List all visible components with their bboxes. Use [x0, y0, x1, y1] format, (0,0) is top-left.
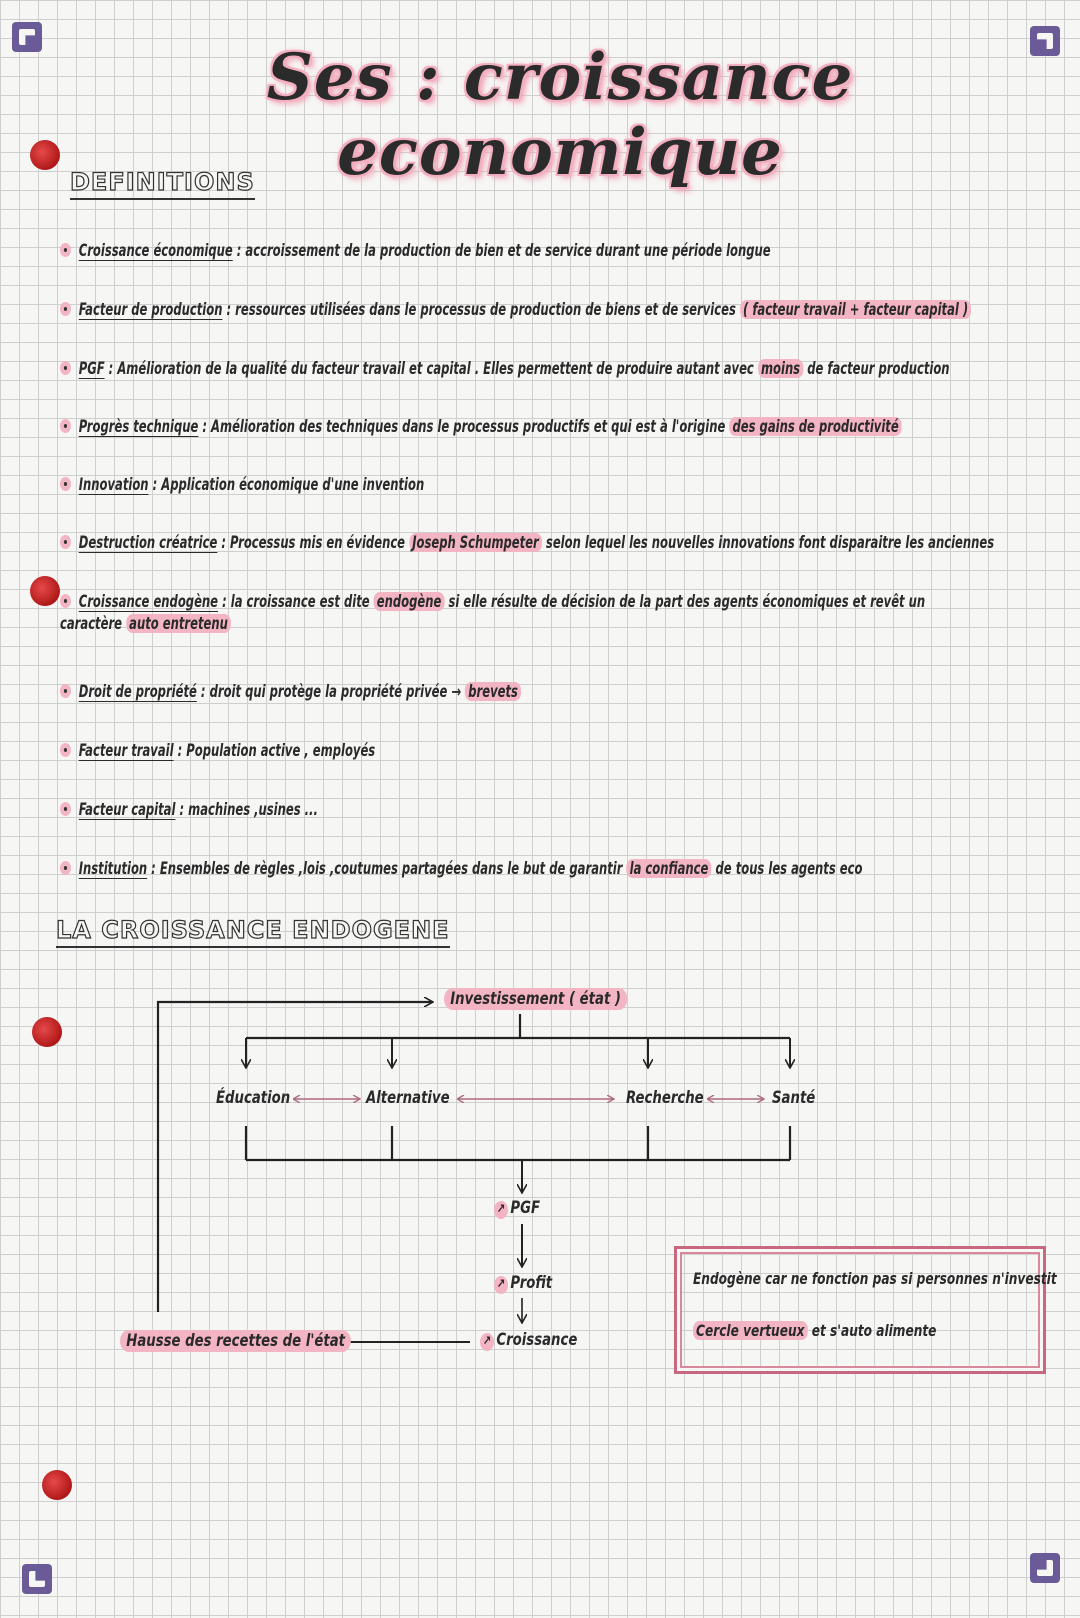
increase-icon: ↗ — [494, 1276, 508, 1294]
callout-line: Cercle vertueux et s'auto alimente — [693, 1321, 936, 1340]
definition-term: Droit de propriété — [78, 682, 197, 701]
definition-item: Institution : Ensembles de règles ,lois ,coutumes partagées dans le but de garantir la confiance de tous les agents eco — [60, 858, 809, 880]
definition-item: Droit de propriété : droit qui protège la propriété privée → brevets — [60, 681, 809, 703]
definition-text: Processus mis en évidence — [230, 533, 410, 552]
definition-item: Destruction créatrice : Processus mis en évidence Joseph Schumpeter selon lequel les nouvelles innovations font disparaitre les anciennes — [60, 532, 809, 554]
definition-item: Facteur de production : ressources utilisées dans le processus de production de biens et de services ( facteur travail + facteur capital ) — [60, 299, 809, 321]
node-alternative: Alternative — [366, 1088, 450, 1108]
definition-item: Innovation : Application économique d'une invention — [60, 474, 809, 496]
definition-text: ressources utilisées dans le processus de production de biens et de services — [235, 300, 740, 319]
section-heading-endogene: LA CROISSANCE ENDOGENE — [56, 916, 450, 948]
node-investissement: Investissement ( état ) — [444, 988, 627, 1010]
node-recherche: Recherche — [626, 1088, 704, 1108]
callout-box — [674, 1246, 1057, 1374]
increase-icon: ↗ — [494, 1201, 508, 1219]
definition-text: Amélioration des techniques dans le processus productifs et qui est à l'origine — [211, 417, 730, 436]
definition-term: Destruction créatrice — [78, 533, 218, 552]
definition-item: Croissance endogène : la croissance est dite endogène si elle résulte de décision de la part des agents économiques et revêt un caractère auto entretenu — [60, 592, 926, 633]
definition-text: accroissement de la production de bien et de service durant une période longue — [245, 241, 771, 260]
definition-text: Amélioration de la qualité du facteur travail et capital . Elles permettent de produire autant avec — [117, 359, 758, 378]
definition-term: Croissance économique — [78, 241, 233, 260]
highlight: endogène — [374, 592, 445, 611]
node-profit: ↗ Profit — [494, 1273, 552, 1294]
definition-term: Croissance endogène — [78, 592, 219, 611]
node-croissance: ↗ Croissance — [480, 1330, 577, 1351]
definition-term: PGF — [78, 359, 105, 378]
definition-term: Institution — [78, 859, 148, 878]
definition-term: Facteur de production — [78, 300, 223, 319]
node-sante: Santé — [772, 1088, 816, 1108]
increase-icon: ↗ — [480, 1333, 494, 1351]
definition-term: Facteur travail — [78, 741, 174, 760]
page-title: Ses : croissance economique — [266, 40, 854, 190]
definition-text: Population active , employés — [186, 741, 376, 760]
definition-term: Progrès technique — [78, 417, 199, 436]
definition-item: Croissance économique : accroissement de la production de bien et de service durant une période longue — [60, 240, 809, 262]
callout-line: Endogène car ne fonction pas si personnes n'investit — [693, 1269, 1057, 1288]
highlight: ( facteur travail + facteur capital ) — [740, 300, 971, 319]
definition-item: Facteur capital : machines ,usines ... — [60, 799, 809, 821]
node-hausse-recettes: Hausse des recettes de l'état — [120, 1330, 351, 1352]
definition-text: droit qui protège la propriété privée → — [209, 682, 466, 701]
section-heading-definitions: DEFINITIONS — [70, 168, 255, 200]
definition-term: Innovation — [78, 475, 149, 494]
node-education: Éducation — [216, 1088, 291, 1108]
node-pgf: ↗ PGF — [494, 1198, 540, 1219]
highlight: des gains de productivité — [729, 417, 901, 436]
definition-text: machines ,usines ... — [188, 800, 318, 819]
definition-text: Ensembles de règles ,lois ,coutumes partagées dans le but de garantir — [159, 859, 627, 878]
definition-text: la croissance est dite — [230, 592, 374, 611]
highlight: brevets — [465, 682, 521, 701]
highlight: Joseph Schumpeter — [409, 533, 542, 552]
definition-text: Application économique d'une invention — [161, 475, 425, 494]
highlight: auto entretenu — [126, 614, 231, 633]
definition-item: Progrès technique : Amélioration des techniques dans le processus productifs et qui est à l'origine des gains de productivité — [60, 416, 809, 438]
highlight: Cercle vertueux — [693, 1321, 807, 1340]
highlight: la confiance — [626, 859, 711, 878]
definition-term: Facteur capital — [78, 800, 176, 819]
highlight: moins — [758, 359, 803, 378]
definition-item: Facteur travail : Population active , employés — [60, 740, 809, 762]
definition-item: PGF : Amélioration de la qualité du facteur travail et capital . Elles permettent de produire autant avec moins de facteur production — [60, 358, 809, 380]
